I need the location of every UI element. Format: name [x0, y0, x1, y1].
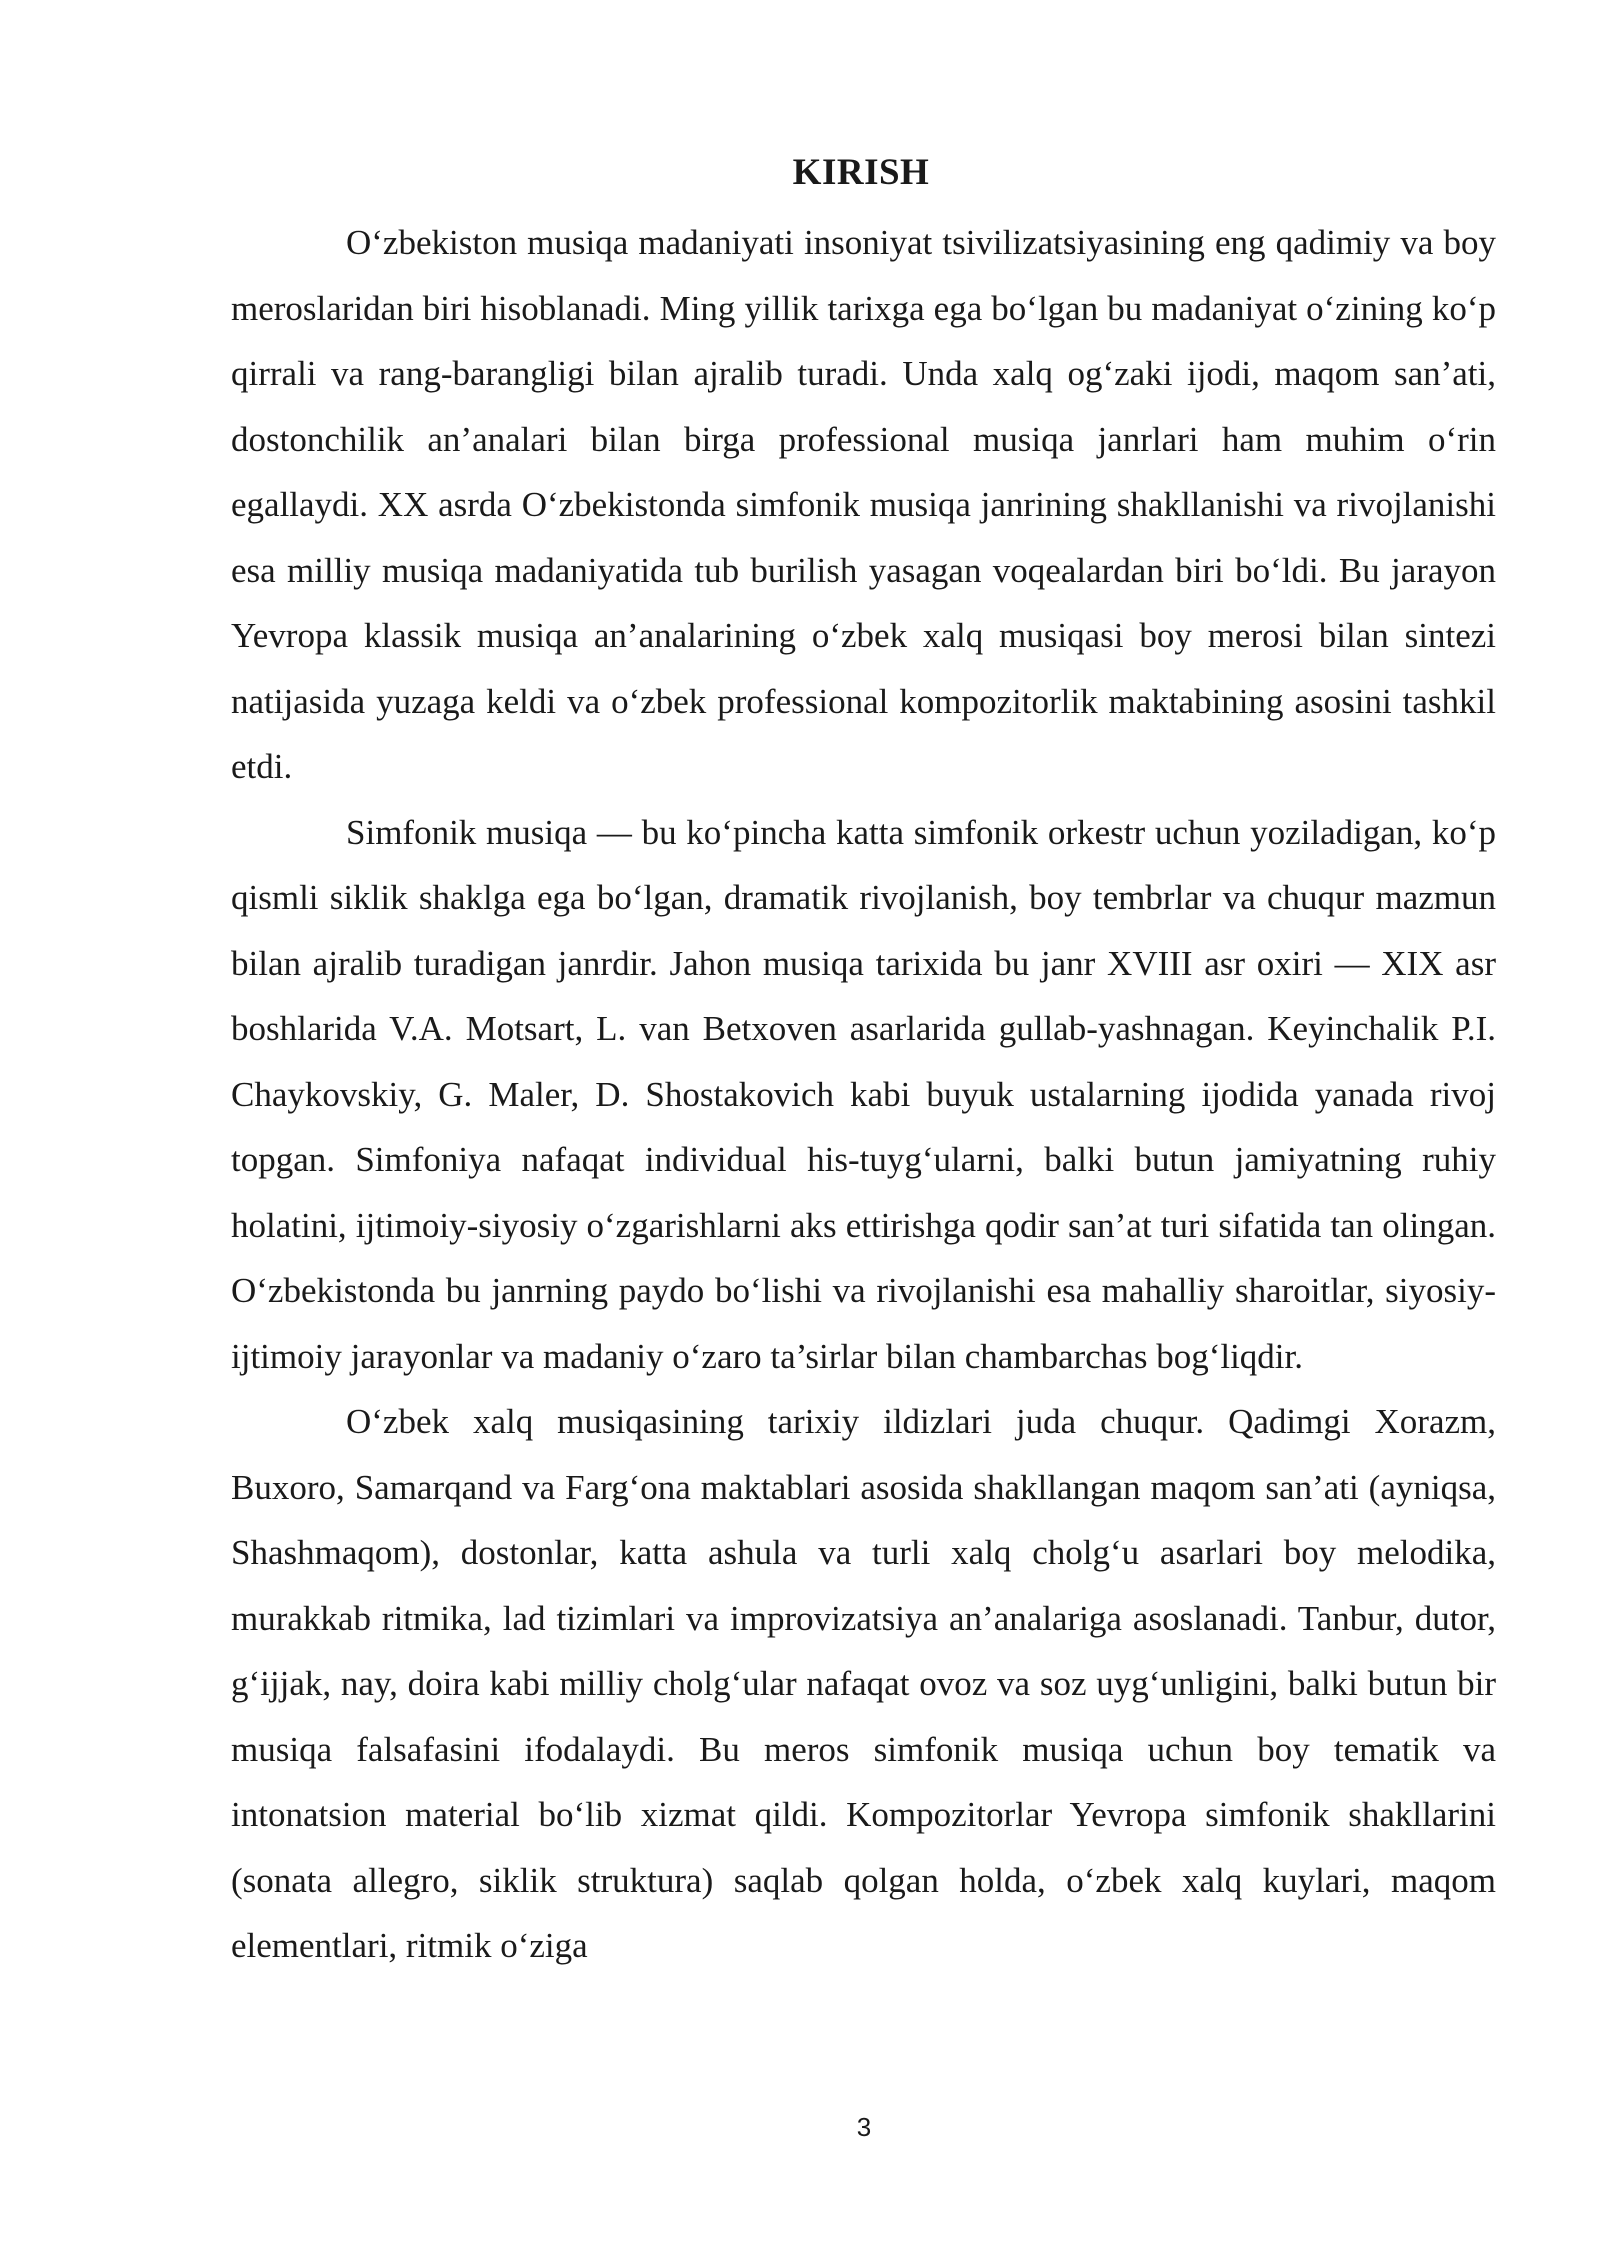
document-body — [231, 210, 1496, 1979]
page-number: 3 — [856, 2112, 872, 2142]
paragraph-1: O‘zbekiston musiqa madaniyati insoniyat tsivilizatsiyasining eng qadimiy va boy meroslaridan biri hisoblanadi. Ming yillik tarixga ega bo‘lgan bu madaniyat o‘zining ko‘p qirrali va rang-barangligi bilan ajralib turadi. Unda xalq og‘zaki ijodi, maqom san’ati, dostonchilik an’analari bilan birga professional musiqa janrlari ham muhim o‘rin egallaydi. XX asrda O‘zbekistonda simfonik musiqa janrining shakllanishi va rivojlanishi esa milliy musiqa madaniyatida tub burilish yasagan voqealardan biri bo‘ldi. Bu jarayon Yevropa klassik musiqa an’analarining o‘zbek xalq musiqasi boy merosi bilan sintezi natijasida yuzaga keldi va o‘zbek professional kompozitorlik maktabining asosini tashkil etdi. — [231, 223, 1496, 786]
paragraph-3: O‘zbek xalq musiqasining tarixiy ildizlari juda chuqur. Qadimgi Xorazm, Buxoro, Samarqand va Farg‘ona maktablari asosida shakllangan maqom san’ati (ayniqsa, Shashmaqom), dostonlar, katta ashula va turli xalq cholg‘u asarlari boy melodika, murakkab ritmika, lad tizimlari va improvizatsiya an’analariga asoslanadi. Tanbur, dutor, g‘ijjak, nay, doira kabi milliy cholg‘ular nafaqat ovoz va soz uyg‘unligini, balki butun bir musiqa falsafasini ifodalaydi. Bu meros simfonik musiqa uchun boy tematik va intonatsion material bo‘lib xizmat qildi. Kompozitorlar Yevropa simfonik shakllarini (sonata allegro, siklik struktura) saqlab qolgan holda, o‘zbek xalq kuylari, maqom elementlari, ritmik o‘ziga — [231, 1402, 1496, 1965]
paragraph-2: Simfonik musiqa — bu ko‘pincha katta simfonik orkestr uchun yoziladigan, ko‘p qismli siklik shaklga ega bo‘lgan, dramatik rivojlanish, boy tembrlar va chuqur mazmun bilan ajralib turadigan janrdir. Jahon musiqa tarixida bu janr XVIII asr oxiri — XIX asr boshlarida V.A. Motsart, L. van Betxoven asarlarida gullab-yashnagan. Keyinchalik P.I. Chaykovskiy, G. Maler, D. Shostakovich kabi buyuk ustalarning ijodida yanada rivoj topgan. Simfoniya nafaqat individual his-tuyg‘ularni, balki butun jamiyatning ruhiy holatini, ijtimoiy-siyosiy o‘zgarishlarni aks ettirishga qodir san’at turi sifatida tan olingan. O‘zbekistonda bu janrning paydo bo‘lishi va rivojlanishi esa mahalliy sharoitlar, siyosiy-ijtimoiy jarayonlar va madaniy o‘zaro ta’sirlar bilan chambarchas bog‘liqdir. — [231, 812, 1496, 1376]
section-title: KIRISH — [792, 152, 930, 193]
